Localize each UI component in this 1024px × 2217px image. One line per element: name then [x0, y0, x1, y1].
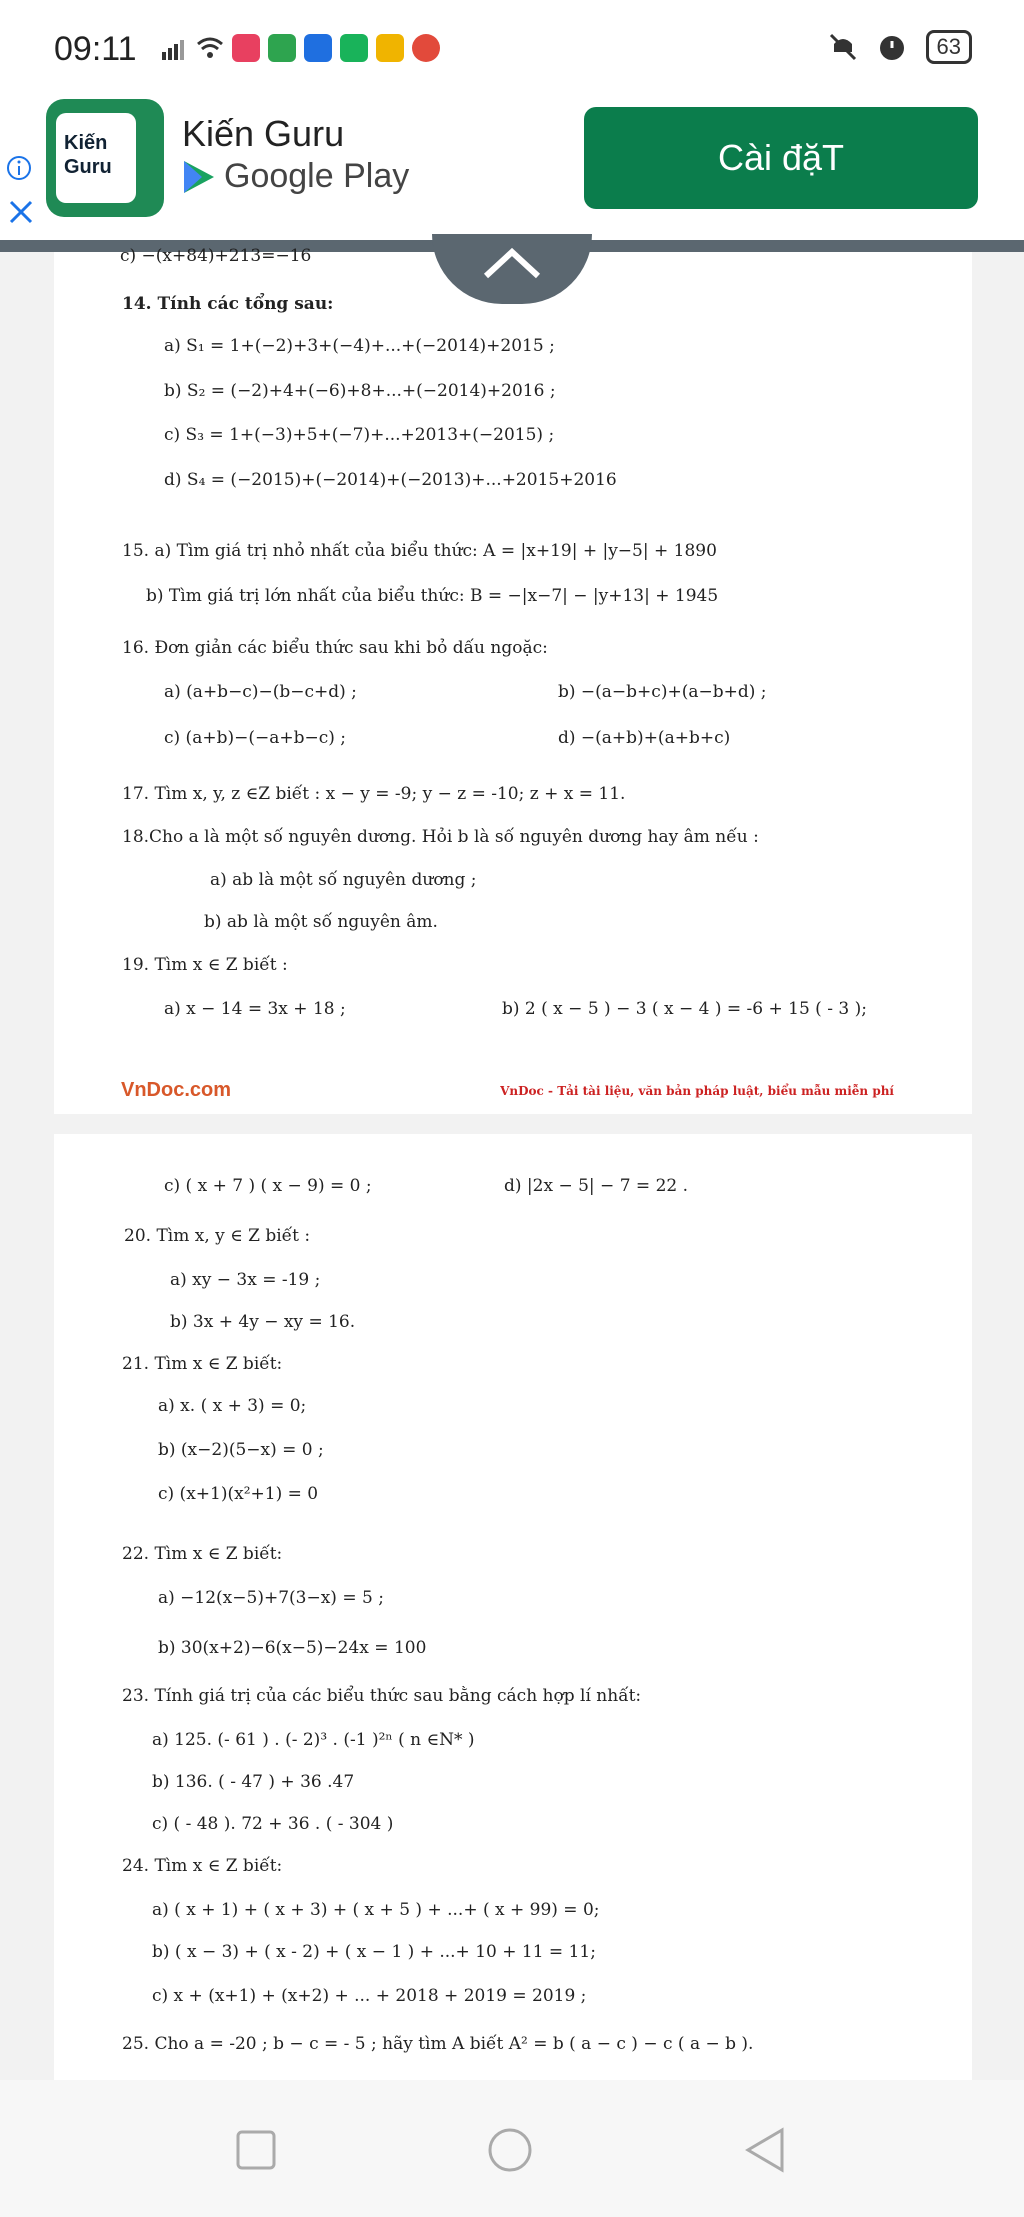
- text-line: a) ab là một số nguyên dương ;: [210, 870, 477, 890]
- text-line: 21. Tìm x ∈ Z biết:: [122, 1354, 283, 1374]
- close-icon[interactable]: [8, 199, 34, 225]
- store-name: Google Play: [224, 157, 410, 195]
- status-bar: [0, 0, 1024, 95]
- text-line: a) (a+b−c)−(b−c+d) ;: [164, 682, 357, 702]
- text-line: 23. Tính giá trị của các biểu thức sau bằng cách hợp lí nhất:: [122, 1686, 642, 1706]
- status-time: 09:11: [54, 30, 137, 68]
- text-line: 24. Tìm x ∈ Z biết:: [122, 1856, 283, 1876]
- app-name[interactable]: Kiến Guru: [182, 113, 345, 154]
- text-line: b) ab là một số nguyên âm.: [204, 912, 438, 932]
- text-line: 22. Tìm x ∈ Z biết:: [122, 1544, 283, 1564]
- text-line: b) −(a−b+c)+(a−b+d) ;: [558, 682, 767, 702]
- app-notification-icon: [268, 34, 296, 62]
- text-line: d) |2x − 5| − 7 = 22 .: [504, 1176, 689, 1196]
- status-right: [828, 30, 972, 64]
- collapse-ad-button[interactable]: [432, 234, 592, 304]
- google-play-icon: [182, 159, 216, 195]
- message-icon: [340, 34, 368, 62]
- vndoc-footer-text: VnDoc - Tải tài liệu, văn bản pháp luật, biểu mẫu miễn phí: [500, 1084, 894, 1098]
- text-line: a) −12(x−5)+7(3−x) = 5 ;: [158, 1588, 384, 1608]
- app-logo[interactable]: [46, 99, 164, 217]
- text-line: 14. Tính các tổng sau:: [122, 294, 334, 314]
- text-line: c) ( - 48 ). 72 + 36 . ( - 304 ): [152, 1814, 394, 1834]
- mute-icon: [828, 32, 858, 62]
- text-line: b) 136. ( - 47 ) + 36 .47: [152, 1772, 355, 1792]
- document-page-2: [54, 1134, 972, 2080]
- zalo-icon: [304, 34, 332, 62]
- chrome-icon: [412, 34, 440, 62]
- alarm-icon: [876, 31, 908, 63]
- navigation-bar: [0, 2080, 1024, 2217]
- text-line: 15. a) Tìm giá trị nhỏ nhất của biểu thức: A = |x+19| + |y−5| + 1890: [122, 541, 717, 561]
- text-line: b) 3x + 4y − xy = 16.: [170, 1312, 356, 1332]
- text-line: a) x − 14 = 3x + 18 ;: [164, 999, 346, 1019]
- recents-button[interactable]: [232, 2126, 280, 2174]
- text-line: b) Tìm giá trị lớn nhất của biểu thức: B = −|x−7| − |y+13| + 1945: [146, 586, 719, 606]
- text-line: 18.Cho a là một số nguyên dương. Hỏi b là số nguyên dương hay âm nếu :: [122, 827, 759, 847]
- text-line: a) S₁ = 1+(−2)+3+(−4)+...+(−2014)+2015 ;: [164, 336, 555, 356]
- text-line: d) −(a+b)+(a+b+c): [558, 728, 731, 748]
- logo-line1: Kiến: [64, 132, 108, 154]
- text-line: 19. Tìm x ∈ Z biết :: [122, 955, 288, 975]
- text-line: c) ( x + 7 ) ( x − 9) = 0 ;: [164, 1176, 372, 1196]
- document-page-1: [54, 246, 972, 1114]
- back-button[interactable]: [742, 2126, 790, 2174]
- status-icons: [160, 34, 440, 62]
- text-line: b) 2 ( x − 5 ) − 3 ( x − 4 ) = -6 + 15 ( - 3 );: [502, 999, 867, 1019]
- text-line: b) 30(x+2)−6(x−5)−24x = 100: [158, 1638, 427, 1658]
- wifi-icon: [196, 34, 224, 62]
- ad-banner[interactable]: [0, 95, 1024, 240]
- text-line: 16. Đơn giản các biểu thức sau khi bỏ dấu ngoặc:: [122, 638, 548, 658]
- text-line: c) (x+1)(x²+1) = 0: [158, 1484, 319, 1504]
- text-line: c) −(x+84)+213=−16: [120, 246, 312, 266]
- logo-line2: Guru: [64, 156, 112, 178]
- text-line: b) ( x − 3) + ( x - 2) + ( x − 1 ) + ...+ 10 + 11 = 11;: [152, 1942, 596, 1962]
- text-line: b) S₂ = (−2)+4+(−6)+8+...+(−2014)+2016 ;: [164, 381, 556, 401]
- battery-indicator: 63: [926, 30, 972, 64]
- app-logo-text: [56, 113, 136, 203]
- text-line: a) x. ( x + 3) = 0;: [158, 1396, 307, 1416]
- text-line: a) 125. (- 61 ) . (- 2)³ . (-1 )²ⁿ ( n ∈N* ): [152, 1730, 475, 1750]
- home-button[interactable]: [486, 2126, 534, 2174]
- text-line: c) x + (x+1) + (x+2) + ... + 2018 + 2019 = 2019 ;: [152, 1986, 587, 2006]
- signal-icon: [160, 34, 188, 62]
- app-notification-icon: [232, 34, 260, 62]
- store-label: [182, 157, 409, 196]
- text-line: c) S₃ = 1+(−3)+5+(−7)+...+2013+(−2015) ;: [164, 425, 555, 445]
- text-line: 25. Cho a = -20 ; b − c = - 5 ; hãy tìm A biết A² = b ( a − c ) − c ( a − b ).: [122, 2034, 754, 2054]
- text-line: d) S₄ = (−2015)+(−2014)+(−2013)+...+2015+2016: [164, 470, 617, 490]
- app-notification-icon: [376, 34, 404, 62]
- text-line: a) ( x + 1) + ( x + 3) + ( x + 5 ) + ...+ ( x + 99) = 0;: [152, 1900, 600, 1920]
- text-line: 20. Tìm x, y ∈ Z biết :: [124, 1226, 311, 1246]
- text-line: a) xy − 3x = -19 ;: [170, 1270, 321, 1290]
- info-icon[interactable]: [6, 155, 32, 181]
- text-line: b) (x−2)(5−x) = 0 ;: [158, 1440, 324, 1460]
- chevron-up-icon: [432, 234, 592, 294]
- text-line: 17. Tìm x, y, z ∈Z biết : x − y = -9; y − z = -10; z + x = 11.: [122, 784, 626, 804]
- vndoc-logo[interactable]: VnDoc.com: [121, 1079, 232, 1101]
- install-button[interactable]: Cài đặT: [584, 107, 978, 209]
- text-line: c) (a+b)−(−a+b−c) ;: [164, 728, 346, 748]
